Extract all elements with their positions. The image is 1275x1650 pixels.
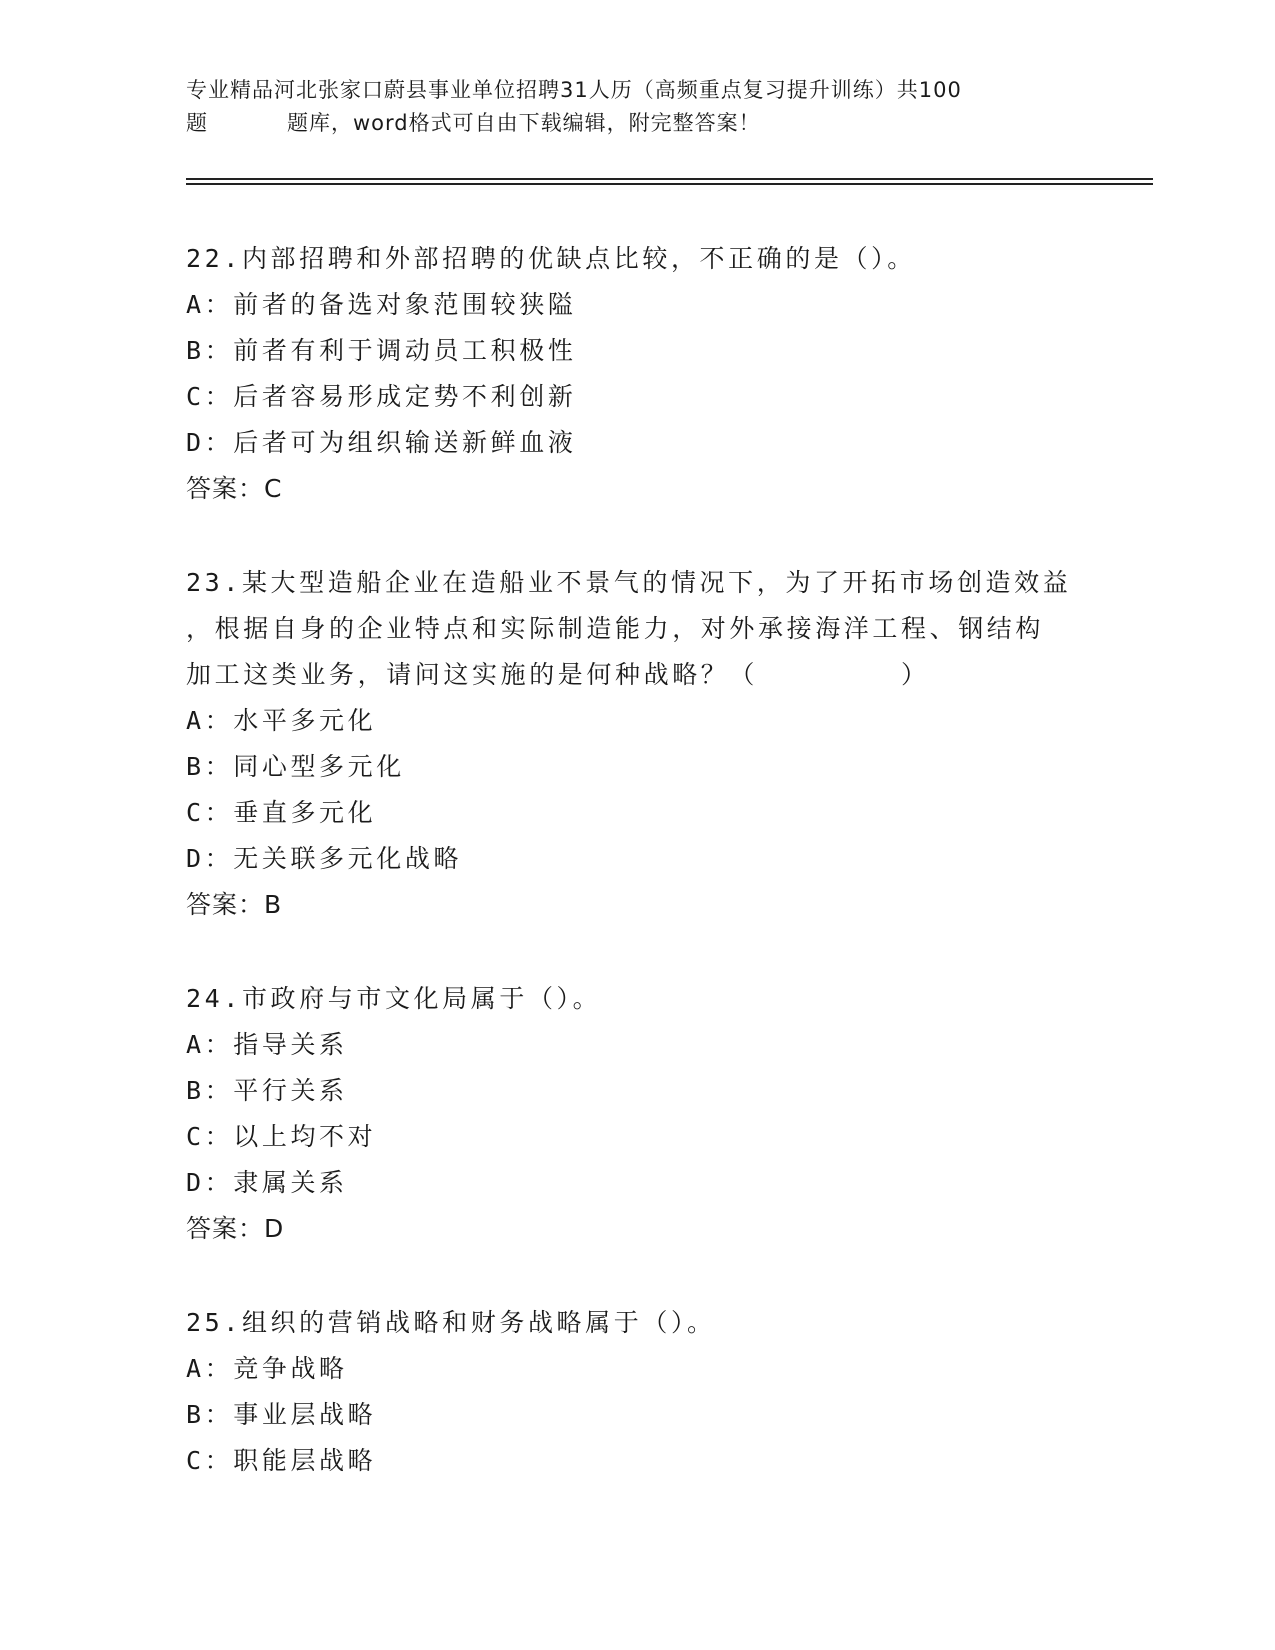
question-stem-line-1: 23.某大型造船企业在造船业不景气的情况下，为了开拓市场创造效益 (186, 568, 1072, 597)
question-24 (186, 976, 1086, 1252)
option-c: C：垂直多元化 (186, 798, 377, 827)
header-divider-bottom (186, 183, 1153, 185)
option-d: D：后者可为组织输送新鲜血液 (186, 428, 577, 457)
question-stem-line-3: 加工这类业务，请问这实施的是何种战略？（ ） (186, 660, 930, 689)
answer: 答案：D (186, 1214, 285, 1243)
header-line-1: 专业精品河北张家口蔚县事业单位招聘31人历（高频重点复习提升训练）共100 (186, 78, 962, 102)
question-stem: 22.内部招聘和外部招聘的优缺点比较，不正确的是（）。 (186, 244, 916, 273)
question-23 (186, 560, 1086, 928)
question-stem-line-2: ，根据自身的企业特点和实际制造能力，对外承接海洋工程、钢结构 (186, 614, 1045, 643)
question-25 (186, 1300, 1086, 1484)
document-header (186, 74, 1066, 140)
option-a: A：水平多元化 (186, 706, 377, 735)
option-b: B：同心型多元化 (186, 752, 405, 781)
answer: 答案：C (186, 474, 283, 503)
option-c: C：后者容易形成定势不利创新 (186, 382, 577, 411)
option-c: C：以上均不对 (186, 1122, 377, 1151)
option-b: B：事业层战略 (186, 1400, 377, 1429)
option-a: A：竞争战略 (186, 1354, 348, 1383)
header-line-2 (186, 107, 1066, 140)
question-stem: 24.市政府与市文化局属于（）。 (186, 984, 602, 1013)
question-stem: 25.组织的营销战略和财务战略属于（）。 (186, 1308, 716, 1337)
answer: 答案：B (186, 890, 283, 919)
header-divider-top (186, 178, 1153, 180)
header-line-2-start: 题 (186, 111, 208, 135)
option-d: D：无关联多元化战略 (186, 844, 463, 873)
question-list (186, 236, 1086, 1532)
option-a: A：指导关系 (186, 1030, 348, 1059)
option-a: A：前者的备选对象范围较狭隘 (186, 290, 577, 319)
option-c: C：职能层战略 (186, 1446, 377, 1475)
option-d: D：隶属关系 (186, 1168, 348, 1197)
question-22 (186, 236, 1086, 512)
header-line-2-rest: 题库，word格式可自由下载编辑，附完整答案！ (287, 111, 761, 135)
option-b: B：前者有利于调动员工积极性 (186, 336, 577, 365)
option-b: B：平行关系 (186, 1076, 348, 1105)
